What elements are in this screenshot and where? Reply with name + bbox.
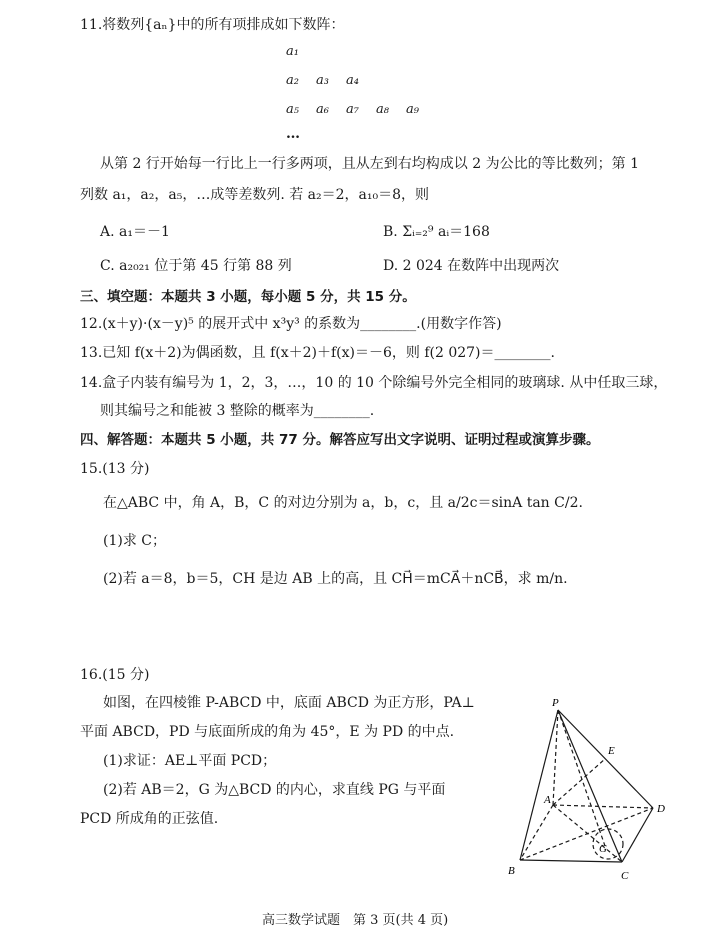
q11-option-d: D. 2 024 在数阵中出现两次 [383,258,560,274]
q16-part2b: PCD 所成角的正弦值. [80,811,219,827]
q16-part2a: (2)若 AB＝2，G 为△BCD 的内心，求直线 PG 与平面 [103,782,446,798]
matrix-r3c1: a₅ [286,102,299,117]
edge-bc [520,860,622,862]
matrix-r3c3: a₇ [346,102,359,117]
label-p: P [552,697,559,709]
section-4-heading: 四、解答题：本题共 5 小题，共 77 分。解答应写出文字说明、证明过程或演算步骤。 [80,432,600,448]
label-a: A [544,794,551,806]
q11-stem: 11.将数列{aₙ}中的所有项排成如下数阵： [80,17,345,33]
edge-cd [622,808,653,862]
q12: 12.(x＋y)·(x－y)⁵ 的展开式中 x³y³ 的系数为________.(用数字作答) [80,316,502,332]
q15-part1: (1)求 C； [103,533,166,549]
label-b: B [508,865,515,877]
edge-ad [553,805,653,808]
diagonal-bd [520,808,653,860]
label-e: E [608,745,615,757]
q14-line1: 14.盒子内装有编号为 1，2，3，…，10 的 10 个除编号外完全相同的玻璃球. 从中任取三球， [80,375,668,391]
q15-part2: (2)若 a＝8，b＝5，CH 是边 AB 上的高，且 CH⃗＝mCA⃗＋nCB⃗，求 m/n. [103,571,568,587]
q11-para1: 从第 2 行开始每一行比上一行多两项，且从左到右均构成以 2 为公比的等比数列；第 1 [100,156,639,172]
label-c: C [621,870,629,882]
matrix-r1c1: a₁ [286,44,299,59]
segment-ae [553,759,605,805]
q11-option-a: A. a₁＝－1 [100,224,170,240]
q16-line2: 平面 ABCD，PD 与底面所成的角为 45°，E 为 PD 的中点. [80,724,455,740]
section-3-heading: 三、填空题：本题共 3 小题，每小题 5 分，共 15 分。 [80,289,416,305]
q11-option-b: B. Σᵢ₌₂⁹ aᵢ＝168 [383,224,490,240]
edge-ab [520,805,553,860]
q13: 13.已知 f(x＋2)为偶函数，且 f(x＋2)＋f(x)＝－6，则 f(2 027)＝________. [80,345,555,361]
q16-part1: (1)求证：AE⊥平面 PCD； [103,753,277,769]
q11-option-c: C. a₂₀₂₁ 位于第 45 行第 88 列 [100,258,292,274]
label-g: G [599,843,607,855]
diagonal-ac [553,805,622,862]
q14-line2: 则其编号之和能被 3 整除的概率为________. [100,403,375,419]
matrix-r2c3: a₄ [346,73,359,88]
q15-stem: 在△ABC 中，角 A，B，C 的对边分别为 a，b，c，且 a/2c＝sinA tan C/2. [103,495,583,511]
matrix-r3c4: a₈ [376,102,389,117]
segment-pg [558,710,605,846]
q11-para2: 列数 a₁，a₂，a₅，…成等差数列. 若 a₂＝2，a₁₀＝8，则 [80,187,430,203]
q16-header: 16.(15 分) [80,667,150,683]
q16-line1: 如图，在四棱锥 P-ABCD 中，底面 ABCD 为正方形，PA⊥ [103,695,475,711]
matrix-r3c2: a₆ [316,102,329,117]
edge-pd [558,710,653,808]
q15-header: 15.(13 分) [80,461,150,477]
pyramid-figure [490,690,690,890]
edge-pb [520,710,558,860]
edge-pa [553,710,558,805]
matrix-r3c5: a₉ [406,102,419,117]
matrix-r2c1: a₂ [286,73,299,88]
matrix-ellipsis: … [286,126,300,142]
edge-pc [558,710,622,862]
label-d: D [657,803,665,815]
matrix-r2c2: a₃ [316,73,329,88]
page-footer: 高三数学试题 第 3 页(共 4 页) [262,913,449,928]
